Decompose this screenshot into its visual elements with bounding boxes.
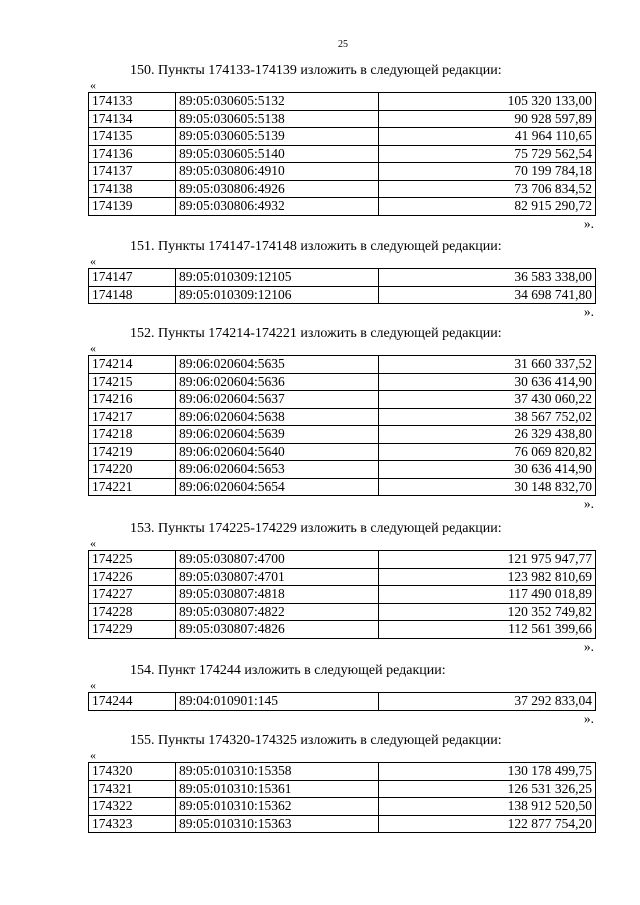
- table-row: [89, 798, 596, 816]
- data-table: [88, 268, 596, 304]
- cell-value: 75 729 562,54: [379, 145, 596, 163]
- cell-number: 174219: [89, 443, 176, 461]
- open-quote: «: [90, 341, 96, 355]
- table-row: [89, 443, 596, 461]
- cell-value: 76 069 820,82: [379, 443, 596, 461]
- section-heading: 155. Пункты 174320-174325 изложить в следующей редакции:: [130, 733, 502, 748]
- table-row: [89, 286, 596, 304]
- close-quote: ».: [583, 215, 594, 231]
- cell-cadastral: 89:05:030605:5140: [176, 145, 379, 163]
- cell-value: 120 352 749,82: [379, 603, 596, 621]
- cell-number: 174322: [89, 798, 176, 816]
- section-heading: 154. Пункт 174244 изложить в следующей редакции:: [130, 663, 446, 678]
- cell-cadastral: 89:05:030807:4701: [176, 568, 379, 586]
- cell-value: 38 567 752,02: [379, 408, 596, 426]
- cell-value: 70 199 784,18: [379, 163, 596, 181]
- page-number: 25: [338, 39, 348, 50]
- cell-number: 174147: [89, 269, 176, 287]
- cell-value: 30 636 414,90: [379, 373, 596, 391]
- data-table: [88, 355, 596, 496]
- close-quote: ».: [583, 496, 594, 511]
- table-row: [89, 93, 596, 111]
- cell-value: 105 320 133,00: [379, 93, 596, 111]
- cell-value: 112 561 399,66: [379, 621, 596, 639]
- cell-cadastral: 89:05:010309:12106: [176, 286, 379, 304]
- cell-number: 174221: [89, 478, 176, 496]
- cell-value: 31 660 337,52: [379, 356, 596, 374]
- table-row: [89, 391, 596, 409]
- table-row: [89, 478, 596, 496]
- cell-value: 122 877 754,20: [379, 815, 596, 833]
- cell-cadastral: 89:05:010310:15361: [176, 780, 379, 798]
- table-row: [89, 621, 596, 639]
- cell-value: 34 698 741,80: [379, 286, 596, 304]
- section-153: [88, 520, 596, 655]
- table-row: [89, 815, 596, 833]
- section-151: [88, 238, 596, 320]
- table-row: [89, 408, 596, 426]
- data-table: [88, 762, 596, 833]
- cell-number: 174148: [89, 286, 176, 304]
- cell-number: 174136: [89, 145, 176, 163]
- cell-value: 90 928 597,89: [379, 110, 596, 128]
- close-quote: ».: [583, 710, 594, 726]
- cell-cadastral: 89:06:020604:5636: [176, 373, 379, 391]
- cell-number: 174137: [89, 163, 176, 181]
- table-row: [89, 269, 596, 287]
- cell-cadastral: 89:05:010309:12105: [176, 269, 379, 287]
- cell-cadastral: 89:05:030806:4926: [176, 180, 379, 198]
- cell-cadastral: 89:06:020604:5654: [176, 478, 379, 496]
- cell-cadastral: 89:06:020604:5637: [176, 391, 379, 409]
- cell-value: 30 636 414,90: [379, 461, 596, 479]
- cell-value: 123 982 810,69: [379, 568, 596, 586]
- cell-number: 174138: [89, 180, 176, 198]
- cell-value: 121 975 947,77: [379, 551, 596, 569]
- cell-number: 174217: [89, 408, 176, 426]
- cell-number: 174321: [89, 780, 176, 798]
- cell-cadastral: 89:05:030807:4826: [176, 621, 379, 639]
- data-table: [88, 692, 596, 711]
- cell-value: 138 912 520,50: [379, 798, 596, 816]
- cell-value: 126 531 326,25: [379, 780, 596, 798]
- open-quote: «: [90, 678, 96, 692]
- cell-cadastral: 89:05:010310:15363: [176, 815, 379, 833]
- cell-number: 174228: [89, 603, 176, 621]
- cell-number: 174225: [89, 551, 176, 569]
- section-155: [88, 732, 596, 833]
- cell-value: 37 430 060,22: [379, 391, 596, 409]
- cell-cadastral: 89:06:020604:5640: [176, 443, 379, 461]
- cell-cadastral: 89:05:030806:4932: [176, 198, 379, 216]
- cell-number: 174216: [89, 391, 176, 409]
- table-row: [89, 198, 596, 216]
- cell-cadastral: 89:05:030807:4822: [176, 603, 379, 621]
- cell-cadastral: 89:05:030806:4910: [176, 163, 379, 181]
- table-row: [89, 110, 596, 128]
- section-heading: 152. Пункты 174214-174221 изложить в следующей редакции:: [130, 326, 502, 341]
- cell-value: 30 148 832,70: [379, 478, 596, 496]
- table-row: [89, 763, 596, 781]
- cell-cadastral: 89:05:030807:4700: [176, 551, 379, 569]
- cell-number: 174133: [89, 93, 176, 111]
- open-quote: «: [90, 536, 96, 550]
- cell-number: 174139: [89, 198, 176, 216]
- cell-cadastral: 89:05:030807:4818: [176, 586, 379, 604]
- table-row: [89, 356, 596, 374]
- cell-cadastral: 89:04:010901:145: [176, 693, 379, 711]
- cell-cadastral: 89:06:020604:5635: [176, 356, 379, 374]
- cell-number: 174220: [89, 461, 176, 479]
- cell-value: 37 292 833,04: [379, 693, 596, 711]
- section-150: [88, 62, 596, 232]
- cell-cadastral: 89:06:020604:5653: [176, 461, 379, 479]
- table-row: [89, 373, 596, 391]
- cell-number: 174323: [89, 815, 176, 833]
- section-heading: 150. Пункты 174133-174139 изложить в следующей редакции:: [130, 63, 502, 78]
- table-row: [89, 145, 596, 163]
- cell-cadastral: 89:05:010310:15362: [176, 798, 379, 816]
- table-row: [89, 426, 596, 444]
- close-quote: ».: [583, 304, 594, 319]
- table-row: [89, 603, 596, 621]
- cell-cadastral: 89:06:020604:5639: [176, 426, 379, 444]
- open-quote: «: [90, 254, 96, 268]
- close-quote: ».: [583, 638, 594, 654]
- section-heading: 151. Пункты 174147-174148 изложить в следующей редакции:: [130, 239, 502, 254]
- table-row: [89, 180, 596, 198]
- cell-number: 174214: [89, 356, 176, 374]
- cell-value: 36 583 338,00: [379, 269, 596, 287]
- cell-number: 174218: [89, 426, 176, 444]
- cell-value: 73 706 834,52: [379, 180, 596, 198]
- cell-value: 41 964 110,65: [379, 128, 596, 146]
- open-quote: «: [90, 78, 96, 92]
- table-row: [89, 551, 596, 569]
- open-quote: «: [90, 748, 96, 762]
- cell-value: 130 178 499,75: [379, 763, 596, 781]
- table-row: [89, 568, 596, 586]
- cell-number: 174226: [89, 568, 176, 586]
- data-table: [88, 550, 596, 639]
- section-152: [88, 325, 596, 512]
- table-row: [89, 780, 596, 798]
- cell-value: 117 490 018,89: [379, 586, 596, 604]
- cell-cadastral: 89:05:030605:5138: [176, 110, 379, 128]
- cell-number: 174227: [89, 586, 176, 604]
- cell-cadastral: 89:05:030605:5132: [176, 93, 379, 111]
- table-row: [89, 128, 596, 146]
- cell-number: 174134: [89, 110, 176, 128]
- cell-number: 174215: [89, 373, 176, 391]
- cell-value: 26 329 438,80: [379, 426, 596, 444]
- cell-cadastral: 89:05:030605:5139: [176, 128, 379, 146]
- data-table: [88, 92, 596, 216]
- section-154: [88, 662, 596, 727]
- cell-cadastral: 89:06:020604:5638: [176, 408, 379, 426]
- table-row: [89, 693, 596, 711]
- table-row: [89, 461, 596, 479]
- cell-number: 174135: [89, 128, 176, 146]
- section-heading: 153. Пункты 174225-174229 изложить в следующей редакции:: [130, 521, 502, 536]
- table-row: [89, 586, 596, 604]
- cell-number: 174229: [89, 621, 176, 639]
- cell-value: 82 915 290,72: [379, 198, 596, 216]
- cell-number: 174320: [89, 763, 176, 781]
- cell-cadastral: 89:05:010310:15358: [176, 763, 379, 781]
- table-row: [89, 163, 596, 181]
- cell-number: 174244: [89, 693, 176, 711]
